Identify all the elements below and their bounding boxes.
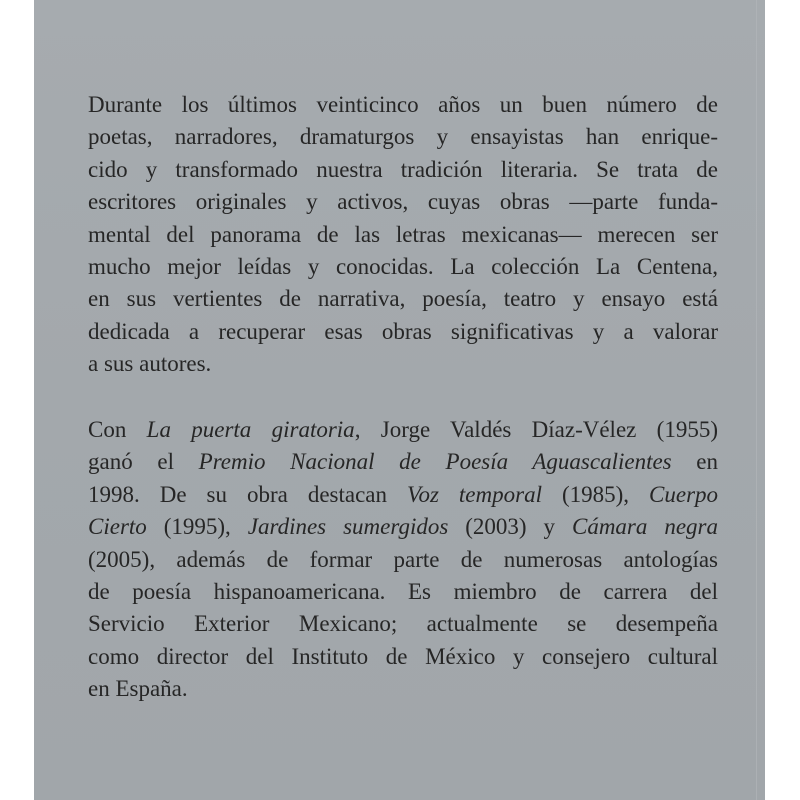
text-line [88,479,718,511]
text-line [88,283,718,315]
text-line [88,348,718,380]
text-line [88,544,718,576]
body-text: poetas, narradores, dramaturgos y ensayistas han enrique- [88,124,718,150]
text-line [88,641,718,673]
text-line [88,89,718,121]
body-text: en España. [88,676,188,702]
body-text: en [671,449,718,475]
body-text: mucho mejor leídas y conocidas. La colección La Centena, [88,253,718,279]
text-line [88,511,718,543]
body-text: mental del panorama de las letras mexicanas— merecen ser [88,221,718,247]
text-line [88,251,718,283]
body-text: (1985), [541,481,650,507]
text-line [88,186,718,218]
author-bio-paragraph [88,414,718,706]
italic-title-text: Jardines sumergidos [247,514,449,540]
body-text: (2003) y [448,514,572,540]
text-line [88,576,718,608]
body-text: ganó el [88,449,199,475]
text-line [88,219,718,251]
body-text: a sus autores. [88,351,212,377]
body-text: , Jorge Valdés Díaz-Vélez (1955) [354,417,718,442]
body-text: Durante los últimos veinticinco años un buen número de [88,92,718,117]
italic-title-text: Premio Nacional de Poesía Aguascalientes [198,449,672,475]
body-text: Con [88,417,147,442]
body-text: Servicio Exterior Mexicano; actualmente se desempeña [88,611,718,637]
body-text: (1995), [146,514,248,540]
text-line [88,316,718,348]
body-text: (2005), además de formar parte de numerosas antologías [88,546,718,572]
body-text: como director del Instituto de México y consejero cultural [88,643,718,669]
text-line [88,608,718,640]
italic-title-text: La puerta giratoria [146,417,355,442]
body-text: cido y transformado nuestra tradición literaria. Se trata de [88,156,718,182]
text-line [88,121,718,153]
body-text: 1998. De su obra destacan [88,481,407,507]
body-text: dedicada a recuperar esas obras significativas y a valorar [88,318,718,344]
body-text: en sus vertientes de narrativa, poesía, teatro y ensayo está [88,286,718,312]
italic-title-text: Cámara negra [571,514,719,540]
text-line [88,446,718,478]
collection-description-paragraph [88,89,718,381]
italic-title-text: Voz temporal [406,481,542,507]
body-text: escritores originales y activos, cuyas obras —parte funda- [88,189,718,215]
text-line [88,414,718,446]
body-text: de poesía hispanoamericana. Es miembro de carrera del [88,578,718,604]
text-line [88,154,718,186]
italic-title-text: Cierto [88,514,147,540]
text-line [88,673,718,705]
italic-title-text: Cuerpo [649,481,719,507]
